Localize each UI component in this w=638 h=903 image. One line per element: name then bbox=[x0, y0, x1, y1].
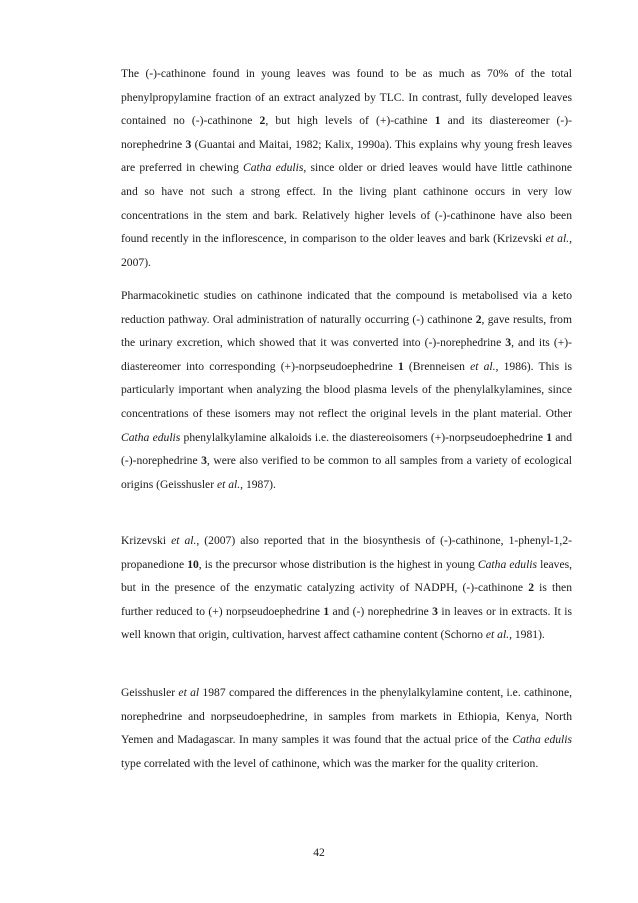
italic-term: et al. bbox=[216, 477, 241, 491]
text-run: , (2007) also reported that in the biosynthesis of (-)-cathinone, 1-phenyl-1,2-propanedione bbox=[121, 534, 572, 571]
text-run: in leaves or in extracts. It is well known that origin, cultivation, harvest affect cathamine content (Schorno bbox=[121, 604, 573, 642]
text-run: (Brenneisen bbox=[403, 359, 471, 373]
text-run: 1981). bbox=[511, 628, 545, 642]
page-number: 42 bbox=[313, 846, 325, 859]
text-run: 1986). This is particularly important when analyzing the blood plasma levels of the phenylalkylamines, since concentrations of these isomers may not reflect the original levels in the plant material. Other bbox=[121, 359, 572, 420]
text-run: phenylalkylamine alkaloids i.e. the diastereoisomers (+)-norpseudoephedrine bbox=[180, 430, 547, 444]
text-run: , and its (+)-diastereomer into corresponding (+)-norpseudoephedrine bbox=[121, 336, 572, 373]
text-run: , since older or dried leaves would have little cathinone and so have not such a strong effect. In the living plant cathinone occurs in very low concentrations in the stem and bark. Relatively higher levels of (-)-cathinone have also been found recently in the inflorescence, in comparison to the older leaves and bark (Krizevski bbox=[121, 161, 573, 246]
compound-number: 3 bbox=[432, 604, 438, 618]
text-run: 1987 compared the differences in the phenylalkylamine content, i.e. cathinone, norephedrine and norpseudoephedrine, in samples from markets in Ethiopia, Kenya, North Yemen and Madagascar. In many samples it was found that the actual price of the bbox=[121, 686, 572, 747]
text-run: , were also verified to be common to all samples from a variety of ecological origins (Geisshusler bbox=[121, 454, 572, 491]
compound-number: 2 bbox=[528, 581, 534, 595]
paragraph-biosynthesis bbox=[121, 529, 572, 647]
text-run: Krizevski bbox=[121, 534, 172, 547]
text-run: , is the precursor whose distribution is the highest in young bbox=[198, 557, 478, 571]
text-run: leaves, but in the presence of the enzymatic catalyzing activity of NADPH, (-)-cathinone bbox=[121, 557, 573, 595]
text-run: and (-)-norephedrine bbox=[121, 430, 572, 468]
text-run: (Guantai and Maitai, 1982; Kalix, 1990a). This explains why young fresh leaves are preferred in chewing bbox=[121, 137, 572, 175]
italic-term: et al., bbox=[485, 628, 512, 642]
text-run: The (-)-cathinone found in young leaves was found to be as much as 70% of the total phenylpropylamine fraction of an extract analyzed by TLC. In contrast, fully developed leaves contained no (-)-cathinone bbox=[121, 67, 572, 128]
italic-term: et al. bbox=[171, 534, 197, 547]
compound-number: 1 bbox=[397, 359, 404, 373]
italic-term: Catha edulis bbox=[243, 161, 304, 175]
italic-term: Catha edulis bbox=[512, 733, 572, 747]
text-run: and (-) norephedrine bbox=[329, 604, 433, 618]
italic-term: et al., bbox=[470, 359, 499, 373]
compound-number: 3 bbox=[185, 137, 192, 151]
text-run: , but high levels of (+)-cathine bbox=[265, 114, 435, 128]
text-run: is then further reduced to (+) norpseudoephedrine bbox=[121, 581, 572, 618]
text-run: 2007). bbox=[121, 255, 151, 269]
compound-number: 1 bbox=[546, 430, 553, 444]
paragraph-cathinone-leaves bbox=[121, 62, 572, 274]
compound-number: 2 bbox=[259, 114, 266, 128]
text-run: , 1987). bbox=[240, 477, 276, 491]
text-run: Pharmacokinetic studies on cathinone indicated that the compound is metabolised via a keto reduction pathway. Oral administration of naturally occurring (-) cathinone bbox=[121, 289, 572, 326]
compound-number: 3 bbox=[201, 454, 207, 468]
text-run: type correlated with the level of cathinone, which was the marker for the quality criterion. bbox=[121, 756, 539, 770]
text-run: and its diastereomer (-)-norephedrine bbox=[121, 114, 572, 151]
text-run: , gave results, from the urinary excretion, which showed that it was converted into (-)-norephedrine bbox=[121, 312, 572, 350]
compound-number: 1 bbox=[323, 604, 330, 618]
compound-number: 3 bbox=[505, 336, 512, 350]
italic-term: Catha edulis bbox=[477, 557, 538, 571]
italic-term: Catha edulis bbox=[121, 430, 181, 444]
compound-number: 10 bbox=[187, 557, 199, 571]
italic-term: et al., bbox=[545, 232, 572, 246]
compound-number: 2 bbox=[475, 312, 482, 326]
paragraph-pharmacokinetic bbox=[121, 284, 572, 496]
text-run: Geisshusler bbox=[121, 686, 179, 699]
compound-number: 1 bbox=[434, 114, 441, 128]
paragraph-market-samples bbox=[121, 681, 572, 775]
italic-term: et al bbox=[178, 686, 200, 699]
